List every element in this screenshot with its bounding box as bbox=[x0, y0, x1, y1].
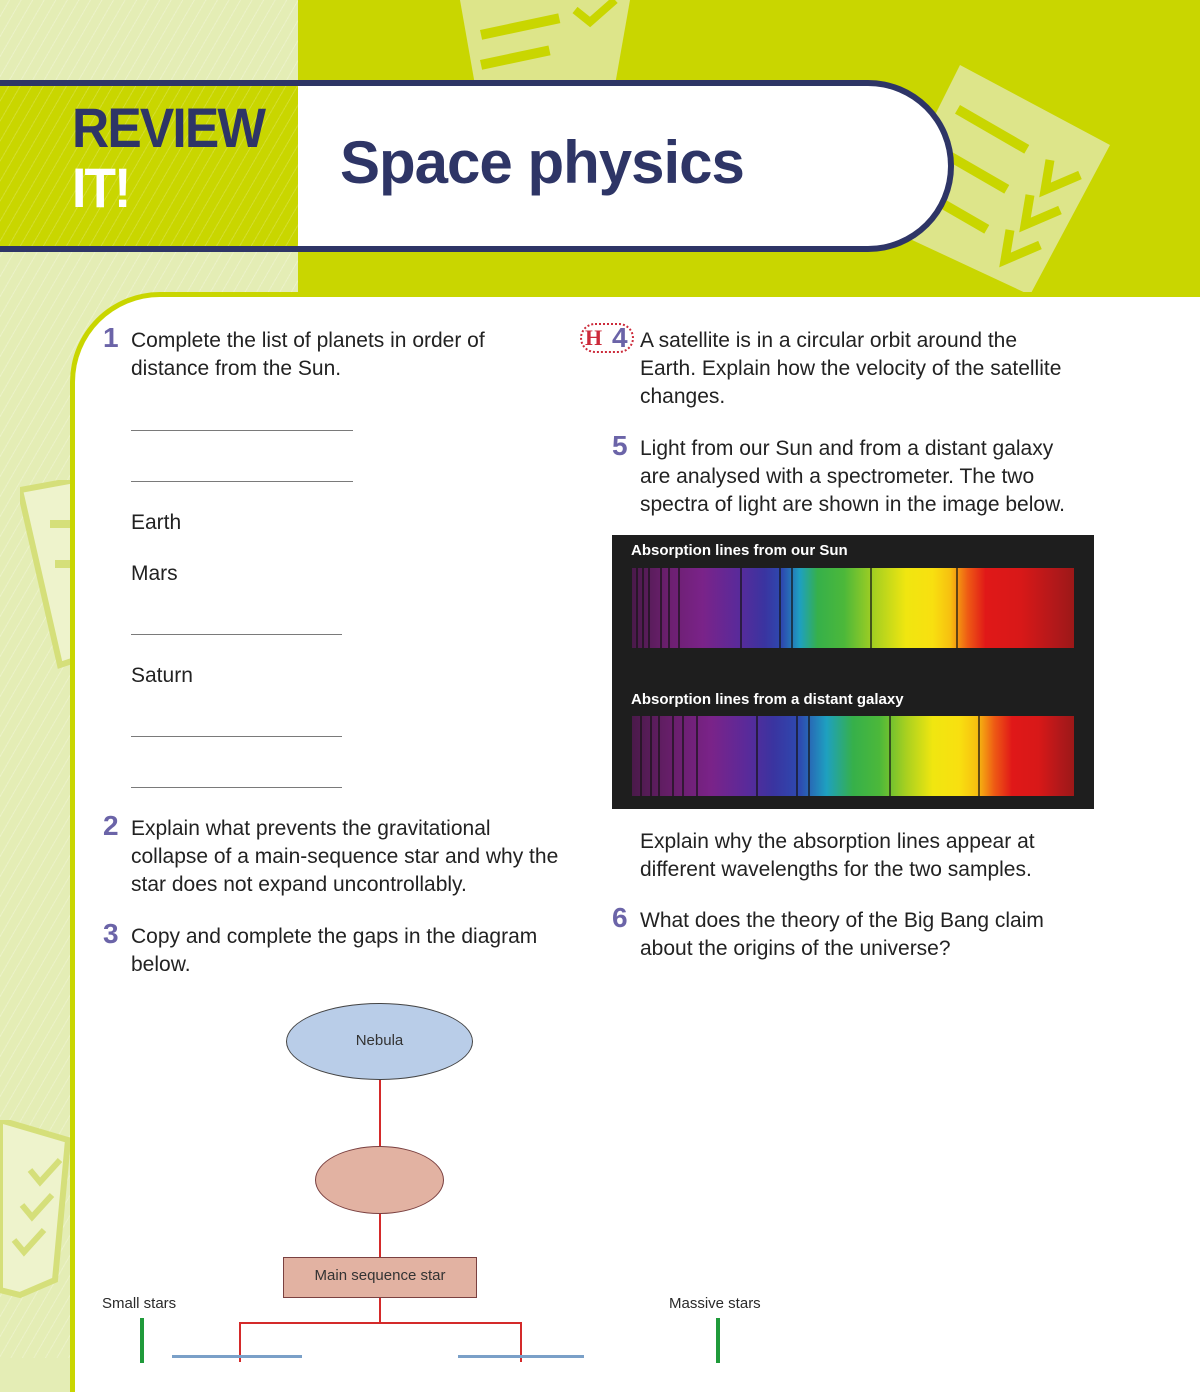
massive-stars-branch bbox=[716, 1318, 720, 1363]
absorption-line bbox=[648, 568, 650, 648]
absorption-line bbox=[791, 568, 793, 648]
question-text-line: are analysed with a spectrometer. The two bbox=[640, 465, 1035, 488]
question-3-text bbox=[131, 923, 537, 979]
planet-answer-blank[interactable] bbox=[131, 634, 342, 635]
massive-stars-label: Massive stars bbox=[669, 1295, 761, 1312]
question-text-line: Copy and complete the gaps in the diagram bbox=[131, 925, 538, 948]
question-4-text bbox=[640, 327, 1061, 411]
absorption-line bbox=[956, 568, 958, 648]
main-sequence-label: Main sequence star bbox=[314, 1267, 446, 1284]
sun-spectrum-label: Absorption lines from our Sun bbox=[631, 542, 848, 559]
question-text-line: collapse of a main-sequence star and why the bbox=[131, 845, 559, 868]
question-text-line: Explain why the absorption lines appear at bbox=[640, 830, 1035, 853]
question-text-line: What does the theory of the Big Bang claim bbox=[640, 909, 1044, 932]
planet-answer-blank[interactable] bbox=[131, 736, 342, 737]
question-number: 4 bbox=[612, 322, 628, 353]
absorption-line bbox=[640, 716, 642, 796]
question-1-text bbox=[131, 327, 485, 383]
nebula-label: Nebula bbox=[355, 1032, 404, 1049]
connector-line bbox=[239, 1322, 522, 1324]
absorption-line bbox=[978, 716, 980, 796]
planet-earth: Earth bbox=[131, 511, 182, 534]
question-number: 1 bbox=[103, 322, 119, 353]
sun-spectrum bbox=[632, 568, 1074, 648]
absorption-line bbox=[678, 568, 680, 648]
question-5-text bbox=[640, 435, 1065, 519]
absorption-line bbox=[672, 716, 674, 796]
checklist-decoration-icon bbox=[0, 1120, 70, 1300]
planet-answer-blank[interactable] bbox=[131, 481, 353, 482]
absorption-line bbox=[779, 568, 781, 648]
absorption-line bbox=[808, 716, 810, 796]
review-label-line1: REVIEW bbox=[72, 96, 265, 159]
question-number: 3 bbox=[103, 918, 119, 949]
small-stars-label: Small stars bbox=[102, 1295, 177, 1312]
absorption-line bbox=[682, 716, 684, 796]
absorption-line bbox=[889, 716, 891, 796]
review-it-label bbox=[72, 98, 264, 218]
connector-line bbox=[379, 1214, 381, 1257]
question-text-line: Complete the list of planets in order of bbox=[131, 329, 485, 352]
absorption-line bbox=[870, 568, 872, 648]
connector-line bbox=[379, 1080, 381, 1146]
absorption-line bbox=[658, 716, 660, 796]
protostar-blank-node[interactable] bbox=[315, 1146, 444, 1214]
question-text-line: Earth. Explain how the velocity of the satellite bbox=[640, 357, 1062, 380]
review-label-line2: IT! bbox=[72, 156, 130, 219]
absorption-line bbox=[740, 568, 742, 648]
galaxy-spectrum-label: Absorption lines from a distant galaxy bbox=[631, 691, 904, 708]
question-6-text bbox=[640, 907, 1044, 963]
question-number: 2 bbox=[103, 810, 119, 841]
question-2-text bbox=[131, 815, 558, 899]
absorption-line bbox=[756, 716, 758, 796]
checklist-decoration-icon bbox=[450, 0, 640, 90]
planet-answer-blank[interactable] bbox=[131, 787, 342, 788]
absorption-line bbox=[668, 568, 670, 648]
page-title: Space physics bbox=[340, 129, 744, 196]
question-text-line: below. bbox=[131, 953, 191, 976]
question-text-line: distance from the Sun. bbox=[131, 357, 342, 380]
question-text-line: star does not expand uncontrollably. bbox=[131, 873, 467, 896]
absorption-line bbox=[796, 716, 798, 796]
absorption-line bbox=[696, 716, 698, 796]
question-text-line: spectra of light are shown in the image below. bbox=[640, 493, 1065, 516]
higher-tier-letter: H bbox=[585, 325, 603, 350]
question-number: 5 bbox=[612, 430, 628, 461]
absorption-line bbox=[660, 568, 662, 648]
question-text-line: Light from our Sun and from a distant galaxy bbox=[640, 437, 1054, 460]
question-5-followup bbox=[640, 828, 1035, 884]
question-number: 6 bbox=[612, 902, 628, 933]
checklist-decoration-icon bbox=[20, 480, 75, 670]
question-text-line: changes. bbox=[640, 385, 726, 408]
planet-mars: Mars bbox=[131, 562, 178, 585]
question-text-line: Explain what prevents the gravitational bbox=[131, 817, 491, 840]
question-text-line: different wavelengths for the two samples. bbox=[640, 858, 1032, 881]
absorption-line bbox=[642, 568, 644, 648]
small-stars-branch bbox=[140, 1318, 144, 1363]
question-text-line: A satellite is in a circular orbit around the bbox=[640, 329, 1018, 352]
question-text-line: about the origins of the universe? bbox=[640, 937, 951, 960]
planet-answer-blank[interactable] bbox=[131, 430, 353, 431]
galaxy-spectrum bbox=[632, 716, 1074, 796]
absorption-line bbox=[650, 716, 652, 796]
planet-saturn: Saturn bbox=[131, 664, 193, 687]
absorption-line bbox=[636, 568, 638, 648]
connector-line bbox=[379, 1298, 381, 1323]
